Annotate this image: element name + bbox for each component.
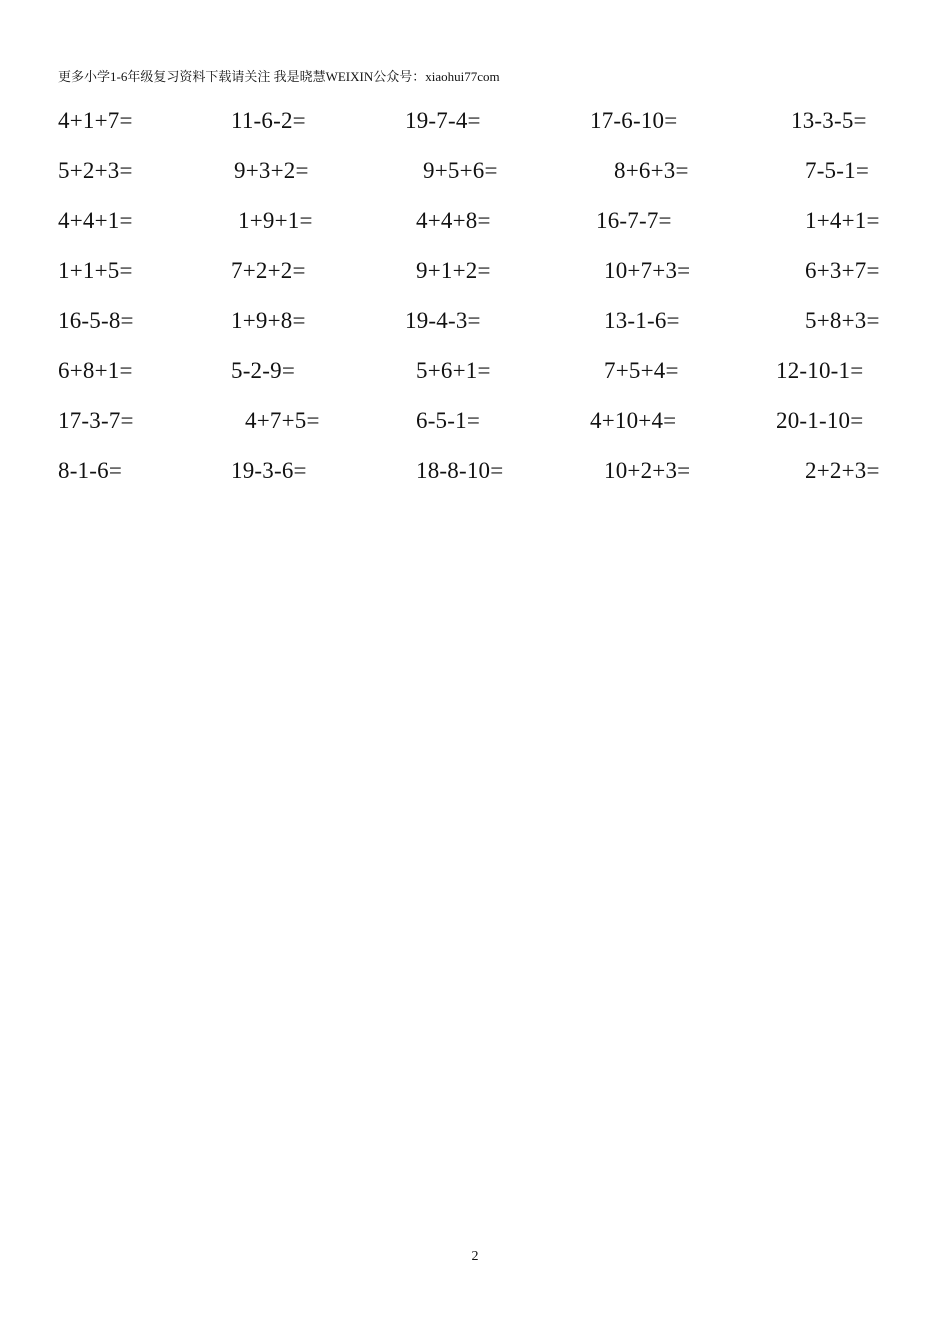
problem-row-5-col-1: 16-5-8=	[58, 308, 134, 333]
problem-row-6-col-5: 12-10-1=	[776, 358, 864, 383]
problem-row-3-col-5: 1+4+1=	[805, 208, 880, 233]
problem-row-8-col-5: 2+2+3=	[805, 458, 880, 483]
problem-row-8-col-3: 18-8-10=	[416, 458, 504, 483]
problem-row-5-col-3: 19-4-3=	[405, 308, 481, 333]
problem-row-3-col-4: 16-7-7=	[596, 208, 672, 233]
problem-row-4-col-2: 7+2+2=	[231, 258, 306, 283]
problem-row-5-col-4: 13-1-6=	[604, 308, 680, 333]
problem-row-4-col-1: 1+1+5=	[58, 258, 133, 283]
problem-row-8-col-1: 8-1-6=	[58, 458, 122, 483]
problem-row-7-col-3: 6-5-1=	[416, 408, 480, 433]
problem-row-7-col-1: 17-3-7=	[58, 408, 134, 433]
problem-row-1-col-2: 11-6-2=	[231, 108, 306, 133]
problem-row-8-col-4: 10+2+3=	[604, 458, 691, 483]
problem-row-5-col-5: 5+8+3=	[805, 308, 880, 333]
problem-row-2-col-1: 5+2+3=	[58, 158, 133, 183]
header-note: 更多小学1-6年级复习资料下载请关注 我是晓慧WEIXIN公众号：xiaohui77com	[58, 69, 500, 84]
problem-row-6-col-2: 5-2-9=	[231, 358, 295, 383]
problem-row-4-col-5: 6+3+7=	[805, 258, 880, 283]
problem-row-2-col-4: 8+6+3=	[614, 158, 689, 183]
problem-row-1-col-1: 4+1+7=	[58, 108, 133, 133]
problem-row-7-col-2: 4+7+5=	[245, 408, 320, 433]
problem-row-6-col-4: 7+5+4=	[604, 358, 679, 383]
problem-row-7-col-5: 20-1-10=	[776, 408, 864, 433]
problem-row-6-col-3: 5+6+1=	[416, 358, 491, 383]
problem-row-6-col-1: 6+8+1=	[58, 358, 133, 383]
page-number: 2	[471, 1249, 479, 1264]
problem-row-3-col-1: 4+4+1=	[58, 208, 133, 233]
problem-row-2-col-3: 9+5+6=	[423, 158, 498, 183]
problem-row-8-col-2: 19-3-6=	[231, 458, 307, 483]
problem-row-7-col-4: 4+10+4=	[590, 408, 677, 433]
problem-row-4-col-4: 10+7+3=	[604, 258, 691, 283]
problem-row-1-col-4: 17-6-10=	[590, 108, 678, 133]
problem-row-5-col-2: 1+9+8=	[231, 308, 306, 333]
problem-row-1-col-5: 13-3-5=	[791, 108, 867, 133]
problem-row-2-col-2: 9+3+2=	[234, 158, 309, 183]
problem-row-2-col-5: 7-5-1=	[805, 158, 869, 183]
problem-row-3-col-2: 1+9+1=	[238, 208, 313, 233]
problem-row-3-col-3: 4+4+8=	[416, 208, 491, 233]
arithmetic-problem-grid	[0, 0, 950, 520]
problem-row-4-col-3: 9+1+2=	[416, 258, 491, 283]
problem-row-1-col-3: 19-7-4=	[405, 108, 481, 133]
